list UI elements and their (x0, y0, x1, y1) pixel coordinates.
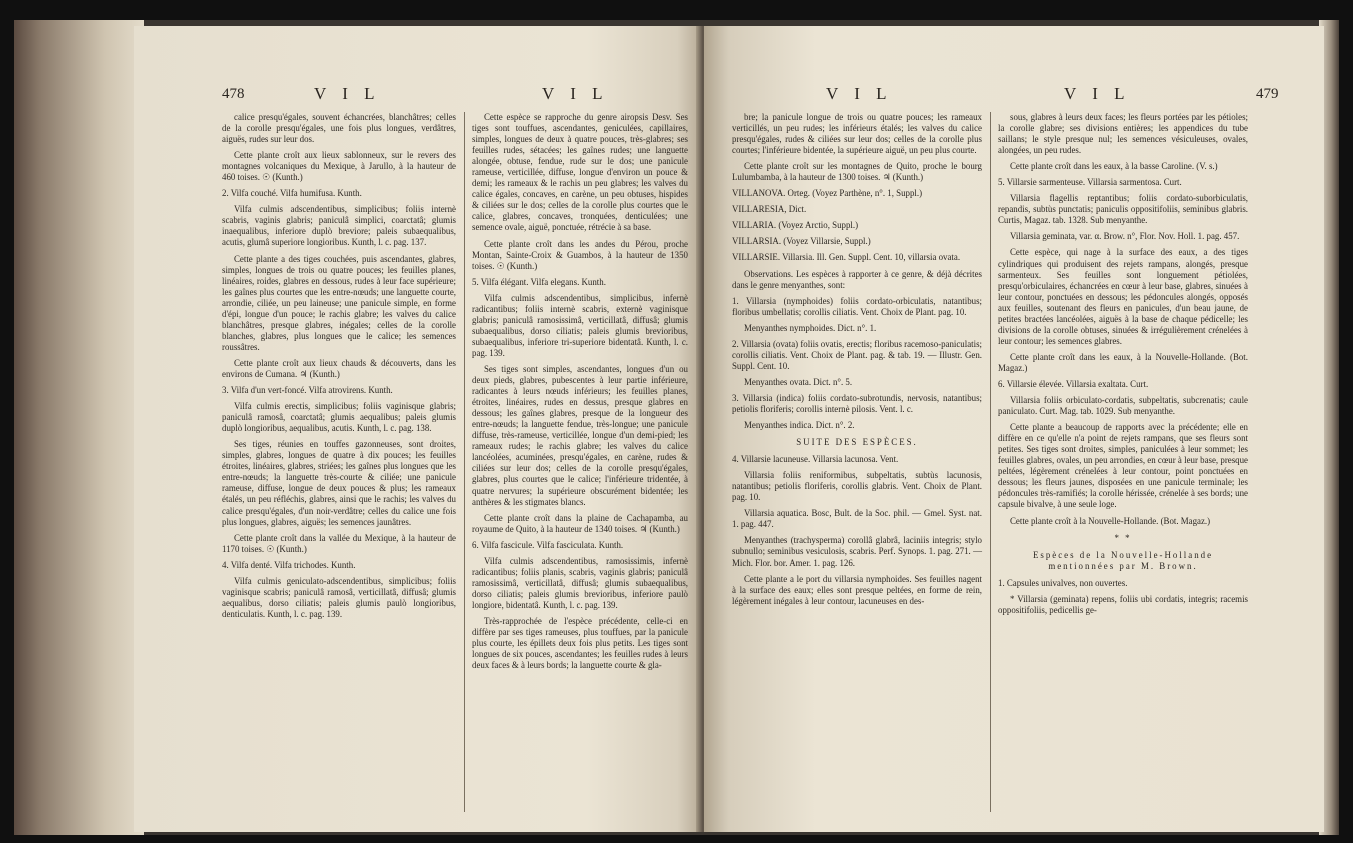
running-head-left-col1: V I L (314, 84, 381, 103)
text-paragraph: 2. Vilfa couché. Vilfa humifusa. Kunth. (222, 188, 362, 199)
text-paragraph: 6. Vilfa fascicule. Vilfa fasciculata. Kunth. (472, 539, 624, 550)
text-paragraph: VILLARSIA. (Voyez Villarsie, Suppl.) (732, 236, 871, 247)
text-paragraph: Vilfa culmis adscendentibus, ramosissimis, infernè radicantibus; foliis planis, scabris, vaginis glabris; paniculâ ramosissimâ, verticillatâ, diffusâ; glumis subaequalibus, dorso ciliatis; paleis glumis brevioribus, inferiore paulò longiore, bidentatâ. Kunth, l. c. pag. 139. (472, 555, 688, 610)
text-paragraph: Vilfa culmis adscendentibus, simplicibus, infernè radicantibus; foliis internè scabris, externè vaginisque glabris; paniculâ ramosissimâ, verticillatâ, diffusâ; glumis subaequalibus, dorso ciliatis; paleis glumis brevioribus, subaequalibus, inferiore tri-superiore bidentatâ. Kunth, l. c. pag. 139. (472, 292, 688, 358)
text-paragraph: Cette plante croît dans les andes du Pérou, proche Montan, Sainte-Croix & Guambos, à la hauteur de 1350 toises. ☉ (Kunth.) (472, 238, 688, 271)
text-paragraph: Cette plante croît sur les montagnes de Quito, proche le bourg Lulumbamba, à la hauteur de 1300 toises. ♃ (Kunth.) (732, 161, 982, 183)
text-paragraph: Villarsia flagellis reptantibus; foliis cordato-suborbiculatis, repandis, subtùs punctatis; paniculis oppositifoliis, seminibus glabris. Curtis, Magaz. tab. 1328. Sub menyanthe. (998, 193, 1248, 226)
page-number-right: 479 (1256, 86, 1279, 102)
text-paragraph: 4. Vilfa denté. Vilfa trichodes. Kunth. (222, 559, 356, 570)
running-head-right-col1: V I L (826, 84, 893, 103)
text-paragraph: Espèces de la Nouvelle-Hollande mentionnées par M. Brown. (1032, 549, 1214, 571)
text-paragraph: VILLARIA. (Voyez Arctio, Suppl.) (732, 220, 859, 231)
text-paragraph: 5. Vilfa élégant. Vilfa elegans. Kunth. (472, 276, 606, 287)
text-paragraph: VILLARSIE. Villarsia. Ill. Gen. Suppl. Cent. 10, villarsia ovata. (732, 252, 961, 263)
text-paragraph: Cette plante croît dans la plaine de Cachapamba, au royaume de Quito, à la hauteur de 1340 toises. ♃ (Kunth.) (472, 512, 688, 534)
text-paragraph: Villarsia foliis reniformibus, subpeltatis, subtùs lacunosis, natantibus; petiolis floriferis, corollis glabris. Vent. Choix de Plant. pag. 10. (732, 470, 982, 503)
text-paragraph: Vilfa culmis adscendentibus, simplicibus; foliis internè scabris, vaginis glabris; paniculâ simplici, coarctatâ; glumis inaequalibus, inferiore duplò breviore; paleis subaequalibus, acutis, glumâ superiore longioribus. Kunth, l. c. pag. 137. (222, 204, 456, 248)
text-paragraph: Ses tiges sont simples, ascendantes, longues d'un ou deux pieds, glabres, pubescentes à leur partie inférieure, radicantes à leurs nœuds inférieurs; les feuilles planes, étroites, linéaires, rudes en dessus, presque glabres en dessous; les gaînes glabres, presque de la longueur des entre-nœuds; la languette fendue, très-longue; une panicule diffuse, très-rameuse, verticillée, longue d'un demi-pied; les rameaux rudes; le rachis glabre; les valves du calice lancéolées, acuminées, presqu'égales, en carène, rudes & ciliées sur leur dos; celles de la corolle presqu'égales, glabres, plus courtes que le calice; l'inférieure tridentée, à quatre nervures; la supérieure obscurément bidentée; les anthères & les stigmates blancs. (472, 363, 688, 507)
text-paragraph: Cette plante croît dans les eaux, à la basse Caroline. (V. s.) (1010, 161, 1218, 172)
text-paragraph: Menyanthes indica. Dict. n°. 2. (744, 420, 855, 431)
right-page-column-1 (732, 112, 982, 612)
right-page-column-2 (998, 112, 1248, 621)
text-paragraph: Menyanthes (trachysperma) corollâ glabrâ, laciniis integris; stylo subnullo; seminibus vesiculosis, scabris. Perf. Synops. 1. pag. 271. — Mich. Flor. bor. Amer. 1. pag. 126. (732, 535, 982, 568)
text-paragraph: Vilfa culmis geniculato-adscendentibus, simplicibus; foliis vaginisque scabris; paniculâ ramosâ, verticillatâ, diffusâ; glumis aequalibus, dorso ciliatis; paleis glumis paulò longioribus, denticulatis. Kunth, l. c. pag. 139. (222, 575, 456, 619)
column-rule (990, 112, 991, 812)
text-paragraph: Cette plante a le port du villarsia nymphoides. Ses feuilles nagent à la surface des eaux; elles sont presque peltées, en forme de rein, légèrement inégales à leur contour, lacuneuses en des- (732, 573, 982, 606)
text-paragraph: 5. Villarsie sarmenteuse. Villarsia sarmentosa. Curt. (998, 177, 1182, 188)
text-paragraph: * * (1114, 532, 1132, 543)
text-paragraph: Cette plante croît aux lieux sablonneux, sur le revers des montagnes volcaniques du Mexique, à Jarullo, à la hauteur de 460 toises. ☉ (Kunth.) (222, 150, 456, 183)
text-paragraph: VILLARESIA, Dict. (732, 204, 807, 215)
text-paragraph: Observations. Les espèces à rapporter à ce genre, & déjà décrites dans le genre menyanthes, sont: (732, 268, 982, 290)
text-paragraph: Villarsia geminata, var. α. Brow. n°, Flor. Nov. Holl. 1. pag. 457. (1010, 231, 1240, 242)
text-paragraph: Cette espèce se rapproche du genre airopsis Desv. Ses tiges sont touffues, ascendantes, geniculées, capillaires, simples, longues de deux à quatre pouces, très-glabres; ses feuilles rudes, sétacées; les gaînes rudes; une languette alongée, obtuse, fendue, rude sur le dos; une panicule rameuse, verticillée, diffuse, longue d'environ un pouce & demi; les rameaux & le rachis un peu glabres; les valves du calice égales, concaves, en carène, un peu obtuses, hispides & ciliées sur le dos; celles de la corolle plus courtes que le calice, glabres, concaves, tronquées, denticulées; une semence ovale, aiguë, ponctuée, rétrécie à sa base. (472, 112, 688, 233)
book-edge-left (14, 20, 144, 835)
left-page-column-2 (472, 112, 688, 676)
text-paragraph: * Villarsia (geminata) repens, foliis ubi cordatis, integris; racemis oppositifoliis, pedicellis ge- (998, 593, 1248, 615)
text-paragraph: sous, glabres à leurs deux faces; les fleurs portées par les pétioles; la corolle glabre; ses divisions entières; les appendices du tube saillans; le style presque nul; les semences vésiculeuses, ovales, alongées, un peu rudes. (998, 112, 1248, 156)
text-paragraph: 2. Villarsia (ovata) foliis ovatis, erectis; floribus racemoso-paniculatis; corollis ciliatis. Vent. Choix de Plant. pag. & tab. 19. — Illustr. Gen. Suppl. Cent. 10. (732, 338, 982, 371)
column-rule (464, 112, 465, 812)
text-paragraph: SUITE DES ESPÈCES. (796, 437, 918, 448)
text-paragraph: Très-rapprochée de l'espèce précédente, celle-ci en diffère par ses tiges rameuses, plus touffues, par la panicule plus courte, les épillets deux fois plus petits. Les tiges sont longues de six pouces, ascendantes; les feuilles rudes à leurs deux faces & à leurs bords; la languette courte & gla- (472, 615, 688, 671)
text-paragraph: Ses tiges, réunies en touffes gazonneuses, sont droites, simples, glabres, longues de quatre à dix pouces; les feuilles étroites, linéaires, glabres, striées; les gaînes plus longues que les entre-nœuds; la languette très-courte & ciliée; une panicule rameuse, diffuse, longue de deux pouces & plus; les rameaux étalés, un peu réfléchis, glabres, ainsi que le rachis; les valves du calice presqu'égales, d'un noir-verdâtre; celles du calice une fois plus longues, glabres, aiguës; les semences jaunâtres. (222, 439, 456, 527)
running-head-left-col2: V I L (542, 84, 609, 103)
text-paragraph: 6. Villarsie élevée. Villarsia exaltata. Curt. (998, 378, 1149, 389)
text-paragraph: Cette plante croît aux lieux chauds & découverts, dans les environs de Cumana. ♃ (Kunth.) (222, 357, 456, 379)
running-head-right-col2: V I L (1064, 84, 1131, 103)
text-paragraph: Vilfa culmis erectis, simplicibus; foliis vaginisque glabris; paniculâ ramosâ, coarctatâ; glumis aequalibus; paleis glumis duplò longioribus, aequalibus, acutis. Kunth, l. c. pag. 138. (222, 401, 456, 434)
text-paragraph: 4. Villarsie lacuneuse. Villarsia lacunosa. Vent. (732, 454, 899, 465)
text-paragraph: 1. Villarsia (nymphoides) foliis cordato-orbiculatis, natantibus; floribus umbellatis; corollis ciliatis. Vent. Choix de Plant. pag. 10. (732, 295, 982, 317)
text-paragraph: Cette plante croît dans les eaux, à la Nouvelle-Hollande. (Bot. Magaz.) (998, 351, 1248, 373)
text-paragraph: Cette plante a beaucoup de rapports avec la précédente; elle en diffère en ce qu'elle n'a point de rejets rampans, que ses fleurs sont petites. Ses tiges sont droites, simples, paniculées à leur sommet; les feuilles glabres, ovales, un peu arrondies, en cœur à leur base, presque peltées, légèrement crénelées à leur contour, point ponctuées en dessous; les fleurs jaunes, disposées en une panicule terminale; les pédoncules très-ramifiés; la corolle hérissée, crénelée à ses bords; une capsule bivalve, à une seule loge. (998, 422, 1248, 510)
text-paragraph: calice presqu'égales, souvent échancrées, blanchâtres; celles de la corolle presqu'égales, une fois plus longues, verdâtres, aiguës, rudes sur leur dos. (222, 112, 456, 145)
text-paragraph: Cette plante a des tiges couchées, puis ascendantes, glabres, simples, longues de trois ou quatre pouces; les feuilles planes, linéaires, roides, glabres en dessous, rudes à leur face supérieure; les gaînes plus courtes que les entre-nœuds; une languette courte, arrondie, ciliée, un peu laineuse; une panicule simple, en forme d'épi, longue d'un pouce; le rachis glabre; les valves du calice blanchâtres, presque glabres, inégales; celles de la corolle blanches, glabres, plus longues que le calice; les semences roussâtres. (222, 253, 456, 352)
text-paragraph: Cette plante croît dans la vallée du Mexique, à la hauteur de 1170 toises. ☉ (Kunth.) (222, 532, 456, 554)
text-paragraph: VILLANOVA. Orteg. (Voyez Parthène, n°. 1, Suppl.) (732, 188, 923, 199)
text-paragraph: 3. Villarsia (indica) foliis cordato-subrotundis, nervosis, natantibus; petiolis floriferis; corollis internè pilosis. Vent. l. c. (732, 392, 982, 414)
text-paragraph: Cette plante croît à la Nouvelle-Hollande. (Bot. Magaz.) (1010, 515, 1211, 526)
text-paragraph: Menyanthes ovata. Dict. n°. 5. (744, 376, 853, 387)
open-book (14, 20, 1339, 835)
text-paragraph: Villarsia aquatica. Bosc, Bult. de la Soc. phil. — Gmel. Syst. nat. 1. pag. 447. (732, 508, 982, 530)
text-paragraph: 1. Capsules univalves, non ouvertes. (998, 577, 1128, 588)
text-paragraph: bre; la panicule longue de trois ou quatre pouces; les rameaux verticillés, un peu rudes; les inférieurs étalés; les valves du calice presqu'égales, rudes & ciliées sur leur dos; celles de la corolle plus courtes; l'inférieure bidentée, la supérieure aiguë, un peu plus courte. (732, 112, 982, 156)
text-paragraph: Menyanthes nymphoides. Dict. n°. 1. (744, 322, 877, 333)
text-paragraph: 3. Vilfa d'un vert-foncé. Vilfa atrovirens. Kunth. (222, 385, 393, 396)
left-page (134, 26, 700, 832)
text-paragraph: Villarsia foliis orbiculato-cordatis, subpeltatis, subcrenatis; caule paniculato. Curt. Mag. tab. 1029. Sub menyanthe. (998, 395, 1248, 417)
right-page (704, 26, 1324, 832)
text-paragraph: Cette espèce, qui nage à la surface des eaux, a des tiges cylindriques qui produisent des rejets rampans, alongés, presque sarmenteux. Ses feuilles sont longuement pétiolées, presqu'orbiculaires, échancrées en cœur à leur base, glabres, sinuées à leur contour, ponctuées en dessous; les pédoncules alongés, opposés aux feuilles, soutenant des fleurs en panicules, d'un beau jaune, de petites bractées lancéolées, aiguës à la base de chaque pédicelle; les divisions de la corolle obtuses, sinuées & irrégulièrement crénelées à leur contour; les semences glabres. (998, 247, 1248, 346)
page-number-left: 478 (222, 86, 245, 102)
left-page-column-1 (222, 112, 456, 625)
